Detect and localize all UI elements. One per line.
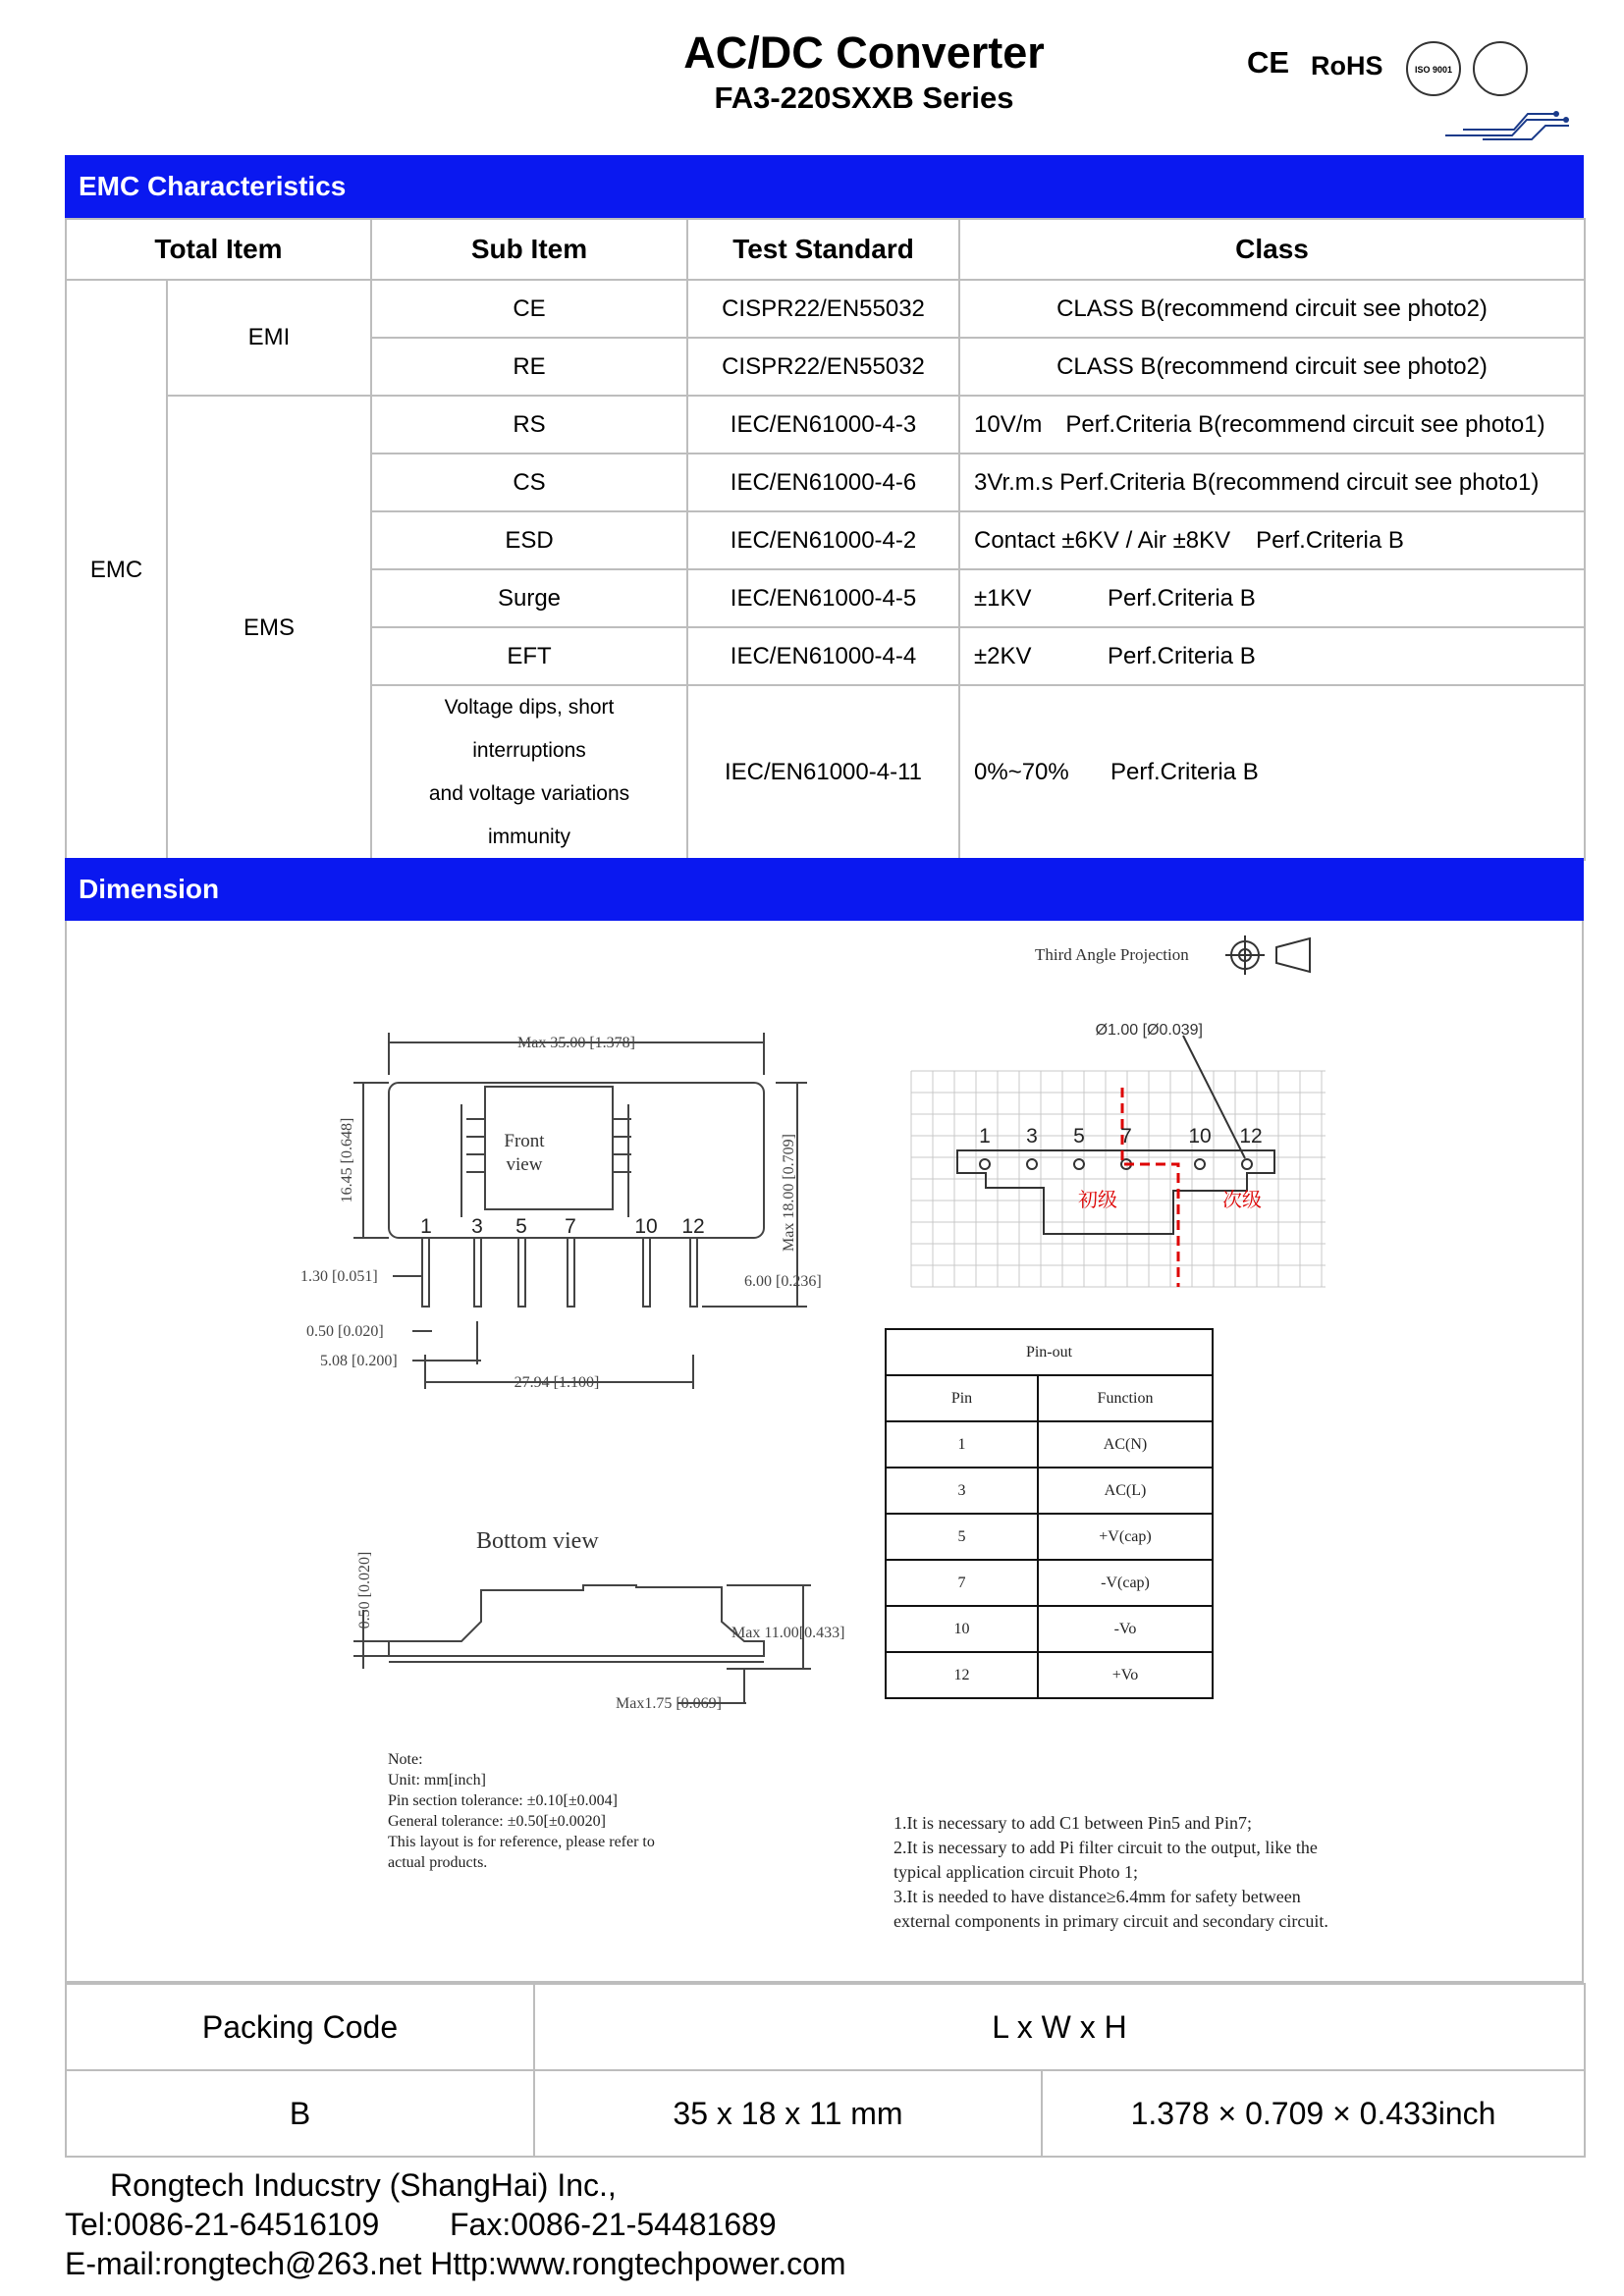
sub-item-line: interruptions bbox=[472, 739, 586, 762]
sub-item-line: immunity bbox=[487, 826, 570, 848]
pcb-layout-grid bbox=[911, 1071, 1326, 1287]
class-criteria: Perf.Criteria B(recommend circuit see photo1) bbox=[1065, 410, 1545, 438]
sub-item: ESD bbox=[371, 511, 687, 569]
pcb-pin-number: 3 bbox=[1026, 1125, 1038, 1148]
test-standard: IEC/EN61000-4-6 bbox=[687, 454, 959, 511]
table-row bbox=[66, 1984, 1585, 2070]
front-view-label: view bbox=[506, 1154, 543, 1175]
pin-number: 10 bbox=[634, 1215, 658, 1238]
class-level: 10V/m bbox=[974, 410, 1043, 438]
pin-number: 5 bbox=[515, 1215, 527, 1238]
function-cell: AC(L) bbox=[1038, 1468, 1213, 1514]
header-total-item: Total Item bbox=[66, 219, 371, 280]
packing-dim-inch: 1.378 × 0.709 × 0.433inch bbox=[1042, 2070, 1585, 2157]
dim-height: 16.45 [0.648] bbox=[339, 1117, 355, 1203]
test-standard: IEC/EN61000-4-2 bbox=[687, 511, 959, 569]
header-class: Class bbox=[959, 219, 1585, 280]
note-left bbox=[388, 1749, 738, 1873]
isolation-line bbox=[1122, 1088, 1178, 1287]
group-ems: EMS bbox=[167, 396, 371, 860]
dim-max-height: Max 18.00 [0.709] bbox=[781, 1134, 797, 1252]
packing-dim-mm: 35 x 18 x 11 mm bbox=[534, 2070, 1042, 2157]
class-level: Contact ±6KV / Air ±8KV bbox=[974, 526, 1231, 554]
pinout-title: Pin-out bbox=[886, 1329, 1213, 1375]
projection-label: Third Angle Projection bbox=[1035, 945, 1189, 964]
note-line: Pin section tolerance: ±0.10[±0.004] bbox=[388, 1792, 618, 1809]
pin-number: 1 bbox=[420, 1215, 432, 1238]
rohs-mark: RoHS bbox=[1311, 51, 1383, 80]
primary-label: 初级 bbox=[1078, 1188, 1117, 1211]
class-level: ±2KV bbox=[974, 642, 1032, 669]
class-value: 3Vr.m.s Perf.Criteria B(recommend circuit see photo1) bbox=[959, 454, 1585, 511]
document-title: AC/DC Converter bbox=[683, 27, 1045, 78]
table-row bbox=[886, 1652, 1213, 1698]
footer-fax: Fax:0086-21-54481689 bbox=[450, 2207, 777, 2242]
class-criteria: Perf.Criteria B bbox=[1108, 642, 1256, 669]
pin-number: 12 bbox=[681, 1215, 705, 1238]
test-standard: IEC/EN61000-4-4 bbox=[687, 627, 959, 685]
class-value: CLASS B(recommend circuit see photo2) bbox=[959, 280, 1585, 338]
iso-seal-text: ISO 9001 bbox=[1414, 65, 1453, 75]
pcb-pin-number: 12 bbox=[1239, 1125, 1263, 1148]
dim-pin-thickness: 0.50 [0.020] bbox=[306, 1323, 384, 1340]
emc-section-title: EMC Characteristics bbox=[79, 171, 347, 201]
pin-cell: 10 bbox=[886, 1606, 1038, 1652]
class-criteria: Perf.Criteria B bbox=[1110, 759, 1259, 785]
class-criteria: Perf.Criteria B bbox=[1256, 526, 1404, 554]
pin-cell: 12 bbox=[886, 1652, 1038, 1698]
document-subtitle: FA3-220SXXB Series bbox=[714, 80, 1014, 115]
class-value: CLASS B(recommend circuit see photo2) bbox=[959, 338, 1585, 396]
pin-cell: 3 bbox=[886, 1468, 1038, 1514]
footer-company: Rongtech Inducstry (ShangHai) Inc., bbox=[110, 2167, 617, 2203]
note-line: 1.It is necessary to add C1 between Pin5 and Pin7; bbox=[893, 1813, 1252, 1833]
sub-item: RS bbox=[371, 396, 687, 454]
pcb-pin-number: 10 bbox=[1188, 1125, 1212, 1148]
header-test-standard: Test Standard bbox=[687, 219, 959, 280]
function-cell: AC(N) bbox=[1038, 1421, 1213, 1468]
note-line: typical application circuit Photo 1; bbox=[893, 1862, 1138, 1882]
sub-item: Surge bbox=[371, 569, 687, 627]
note-right bbox=[893, 1811, 1424, 1934]
function-cell: +V(cap) bbox=[1038, 1514, 1213, 1560]
test-standard: CISPR22/EN55032 bbox=[687, 338, 959, 396]
pin-cell: 5 bbox=[886, 1514, 1038, 1560]
table-row bbox=[886, 1560, 1213, 1606]
front-view-label: Front bbox=[504, 1131, 545, 1151]
table-row bbox=[886, 1468, 1213, 1514]
test-standard: IEC/EN61000-4-11 bbox=[687, 685, 959, 860]
pinout-table bbox=[885, 1328, 1214, 1699]
table-row bbox=[886, 1606, 1213, 1652]
footer-tel: Tel:0086-21-64516109 bbox=[65, 2207, 380, 2242]
dim-max-175: Max1.75 [0.069] bbox=[616, 1695, 722, 1712]
dim-pin-pitch: 5.08 [0.200] bbox=[320, 1353, 398, 1369]
bottom-view-label: Bottom view bbox=[476, 1528, 599, 1554]
packing-dim-header: L x W x H bbox=[534, 1984, 1585, 2070]
packing-code-value: B bbox=[66, 2070, 534, 2157]
table-row bbox=[886, 1514, 1213, 1560]
footer-email-web: E-mail:rongtech@263.net Http:www.rongtechpower.com bbox=[65, 2246, 846, 2281]
dim-max-11: Max 11.00[0.433] bbox=[731, 1625, 845, 1641]
packing-table bbox=[65, 1983, 1586, 2158]
test-standard: IEC/EN61000-4-3 bbox=[687, 396, 959, 454]
packing-code-header: Packing Code bbox=[66, 1984, 534, 2070]
dim-pin-span: 27.94 [1.100] bbox=[514, 1374, 600, 1391]
projection-symbol-icon bbox=[1225, 935, 1310, 975]
pcb-pin-number: 7 bbox=[1120, 1125, 1132, 1148]
sub-item: CE bbox=[371, 280, 687, 338]
class-criteria: Perf.Criteria B bbox=[1108, 584, 1256, 612]
function-cell: +Vo bbox=[1038, 1652, 1213, 1698]
total-item-emc: EMC bbox=[66, 280, 167, 860]
table-row bbox=[66, 2070, 1585, 2157]
pin-number: 7 bbox=[565, 1215, 576, 1238]
front-view-drawing bbox=[353, 1033, 807, 1389]
sub-item: CS bbox=[371, 454, 687, 511]
function-cell: -Vo bbox=[1038, 1606, 1213, 1652]
pin-cell: 1 bbox=[886, 1421, 1038, 1468]
note-line: Note: bbox=[388, 1751, 423, 1768]
note-line: This layout is for reference, please refer to bbox=[388, 1834, 655, 1850]
pcb-pin-number: 5 bbox=[1073, 1125, 1085, 1148]
ce-mark: CE bbox=[1247, 45, 1290, 80]
bottom-view-drawing bbox=[353, 1585, 811, 1703]
group-emi: EMI bbox=[167, 280, 371, 396]
function-cell: -V(cap) bbox=[1038, 1560, 1213, 1606]
dim-max-width: Max 35.00 [1.378] bbox=[517, 1035, 635, 1051]
dimension-section-title: Dimension bbox=[79, 874, 220, 904]
pcb-pin-number: 1 bbox=[979, 1125, 991, 1148]
note-line: actual products. bbox=[388, 1854, 488, 1871]
note-line: external components in primary circuit and secondary circuit. bbox=[893, 1911, 1328, 1931]
class-level: 0%~70% bbox=[974, 759, 1069, 785]
pin-cell: 7 bbox=[886, 1560, 1038, 1606]
dim-bottom-thickness: 0.50 [0.020] bbox=[356, 1551, 373, 1629]
note-line: 3.It is needed to have distance≥6.4mm for safety between bbox=[893, 1887, 1301, 1906]
header-sub-item: Sub Item bbox=[371, 219, 687, 280]
pinout-header-pin: Pin bbox=[886, 1375, 1038, 1421]
sub-item-line: and voltage variations bbox=[428, 782, 630, 805]
test-standard: IEC/EN61000-4-5 bbox=[687, 569, 959, 627]
table-row bbox=[886, 1421, 1213, 1468]
note-line: Unit: mm[inch] bbox=[388, 1772, 486, 1789]
sub-item-line: Voltage dips, short bbox=[444, 696, 615, 719]
class-level: ±1KV bbox=[974, 584, 1032, 612]
dim-hole: Ø1.00 [Ø0.039] bbox=[1095, 1022, 1203, 1039]
sub-item: RE bbox=[371, 338, 687, 396]
secondary-label: 次级 bbox=[1222, 1188, 1262, 1211]
pinout-header-function: Function bbox=[1038, 1375, 1213, 1421]
pin-number: 3 bbox=[471, 1215, 483, 1238]
dim-pin-length: 6.00 [0.236] bbox=[744, 1273, 822, 1290]
test-standard: CISPR22/EN55032 bbox=[687, 280, 959, 338]
sub-item: EFT bbox=[371, 627, 687, 685]
note-line: General tolerance: ±0.50[±0.0020] bbox=[388, 1813, 606, 1830]
note-line: 2.It is necessary to add Pi filter circuit to the output, like the bbox=[893, 1838, 1318, 1857]
dim-pin-width: 1.30 [0.051] bbox=[300, 1268, 378, 1285]
